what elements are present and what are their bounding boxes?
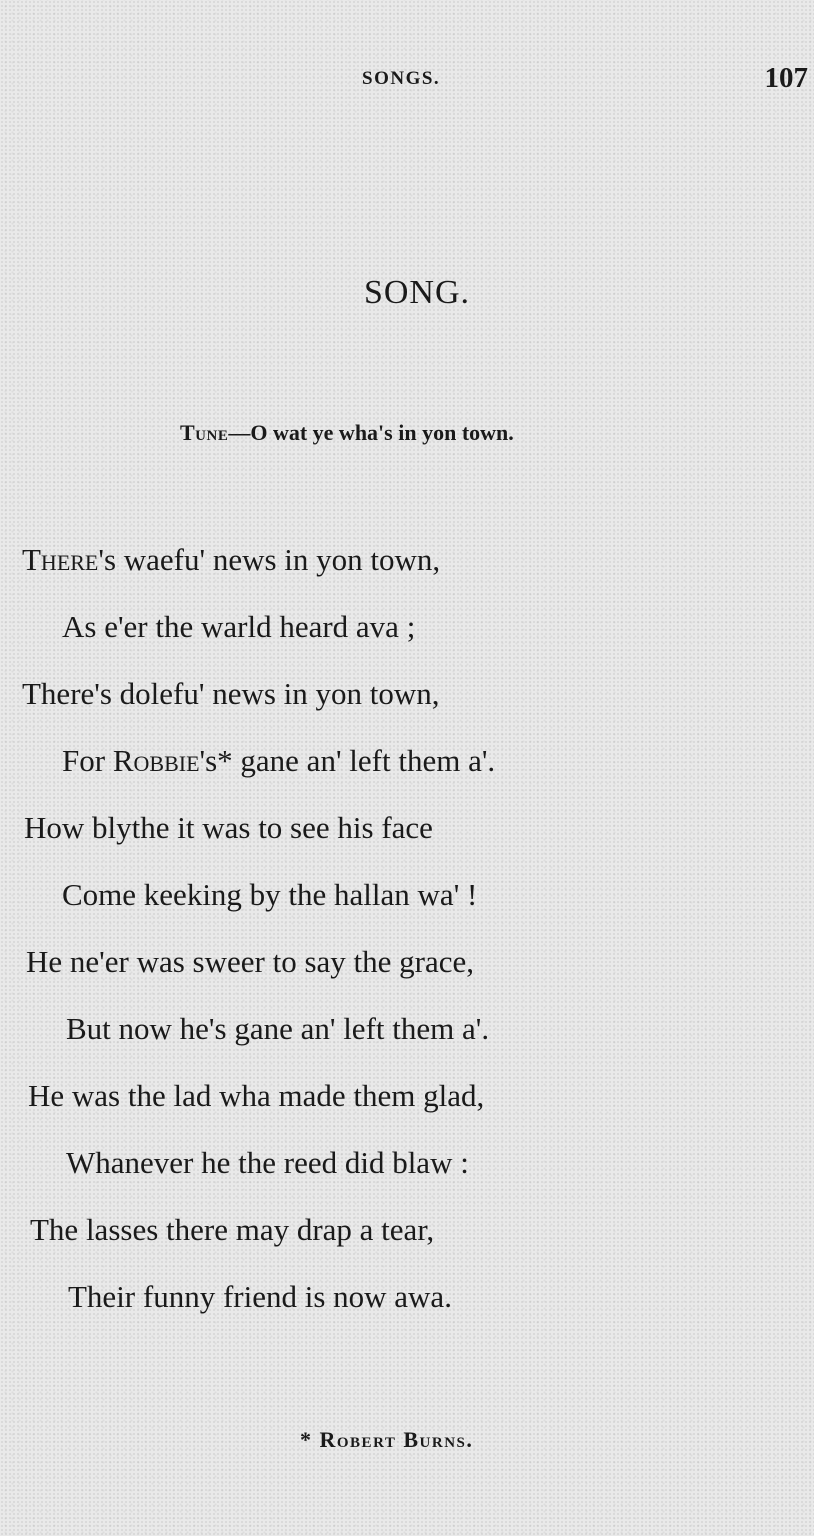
verse-line: [66, 1013, 489, 1044]
verse-line: [28, 1080, 484, 1111]
running-head: [0, 62, 814, 98]
verse-line-text: Their funny friend is now awa.: [68, 1279, 452, 1314]
verse-line-text: 's waefu' news in yon town,: [98, 542, 441, 577]
footnote: [300, 1427, 473, 1453]
verse-line: [62, 611, 415, 642]
verse-line: [30, 1214, 434, 1245]
tune-line: [180, 420, 514, 446]
verse-line-text: Whanever he the reed did blaw :: [66, 1145, 469, 1180]
page-number: 107: [764, 62, 808, 94]
verse-line-text: How blythe it was to see his face: [24, 810, 433, 845]
verse-line-text: He was the lad wha made them glad,: [28, 1078, 485, 1113]
verse-line-lead: There: [22, 542, 99, 577]
running-title: SONGS.: [362, 68, 441, 89]
tune-label: Tune: [180, 420, 229, 445]
footnote-marker: *: [300, 1427, 313, 1452]
verse-line: [62, 745, 495, 776]
verse-line-name: Robbie: [112, 743, 200, 778]
verse-line: [22, 544, 440, 575]
verse-line-text: Come keeking by the hallan wa' !: [62, 877, 478, 912]
verse-line: [68, 1281, 452, 1312]
verse-line-text: 's* gane an' left them a'.: [199, 743, 496, 778]
verse-line: [26, 946, 474, 977]
verse-line-pre: For: [62, 743, 113, 778]
footnote-text: Robert Burns.: [319, 1427, 474, 1452]
tune-text: —O wat ye wha's in yon town.: [228, 420, 514, 445]
verse-line-text: The lasses there may drap a tear,: [30, 1212, 435, 1247]
verse-line-text: As e'er the warld heard ava ;: [62, 609, 416, 644]
verse-line-text: He ne'er was sweer to say the grace,: [26, 944, 474, 979]
verse-line: [66, 1147, 469, 1178]
verse-line-text: But now he's gane an' left them a'.: [66, 1011, 490, 1046]
verse-line: [22, 678, 440, 709]
verse-line: [62, 879, 477, 910]
song-title: SONG.: [363, 274, 471, 311]
verse-line: [24, 812, 433, 843]
verse-line-text: There's dolefu' news in yon town,: [22, 676, 440, 711]
